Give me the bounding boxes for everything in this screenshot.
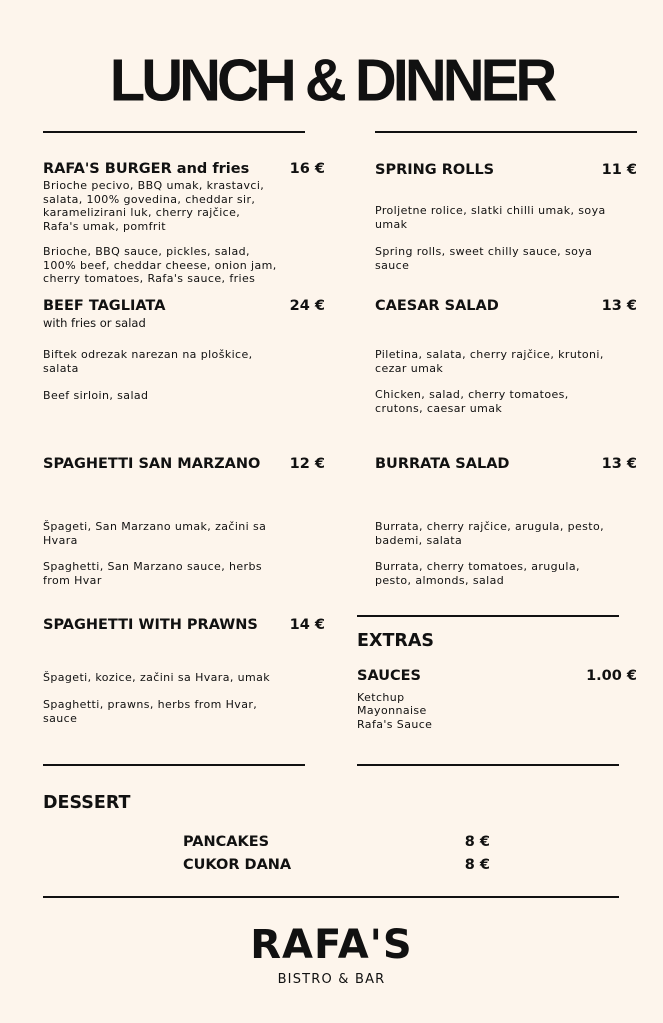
dessert-item-price: 8 € bbox=[464, 834, 490, 850]
item-description-en: Spaghetti, prawns, herbs from Hvar, sauce bbox=[43, 698, 258, 725]
item-price: 12 € bbox=[289, 456, 325, 472]
item-description-hr: Burrata, cherry rajčice, arugula, pesto, bademi, salata bbox=[375, 520, 605, 547]
item-name: SPAGHETTI SAN MARZANO bbox=[43, 456, 261, 472]
item-description-hr: Špageti, kozice, začini sa Hvara, umak bbox=[43, 671, 271, 684]
extras-heading: EXTRAS bbox=[357, 631, 435, 651]
dessert-item-name: PANCAKES bbox=[183, 834, 270, 850]
brand-tagline: BISTRO & BAR bbox=[277, 972, 386, 987]
brand-logo: RAFA'S bbox=[250, 922, 413, 968]
item-description-hr: Piletina, salata, cherry rajčice, krutoni, cezar umak bbox=[375, 348, 604, 375]
item-description-en: Chicken, salad, cherry tomatoes, crutons, caesar umak bbox=[375, 388, 569, 415]
item-description-en: Beef sirloin, salad bbox=[43, 389, 149, 402]
item-description-en: Spring rolls, sweet chilly sauce, soya sauce bbox=[375, 245, 593, 272]
item-description-hr: Špageti, San Marzano umak, začini sa Hvara bbox=[43, 520, 267, 547]
sauce-item: Ketchup bbox=[357, 691, 405, 704]
sauce-item: Mayonnaise bbox=[357, 704, 427, 717]
divider-footer bbox=[43, 896, 619, 898]
item-subtitle: with fries or salad bbox=[43, 316, 146, 330]
divider-top-right bbox=[375, 131, 637, 133]
item-description-en: Brioche, BBQ sauce, pickles, salad, 100% beef, cheddar cheese, onion jam, cherry tomatoes, Rafa's sauce, fries bbox=[43, 245, 277, 285]
sauces-price: 1.00 € bbox=[586, 668, 637, 684]
item-name: SPAGHETTI WITH PRAWNS bbox=[43, 617, 258, 633]
item-price: 14 € bbox=[289, 617, 325, 633]
sauce-item: Rafa's Sauce bbox=[357, 718, 433, 731]
item-price: 16 € bbox=[289, 161, 325, 177]
item-description-en: Burrata, cherry tomatoes, arugula, pesto, almonds, salad bbox=[375, 560, 580, 587]
divider-bottom-left bbox=[43, 764, 305, 766]
item-price: 11 € bbox=[601, 162, 637, 178]
divider-bottom-right bbox=[357, 764, 619, 766]
item-name: RAFA'S BURGER and fries bbox=[43, 161, 250, 177]
item-description-hr: Proljetne rolice, slatki chilli umak, soya umak bbox=[375, 204, 606, 231]
item-description-en: Spaghetti, San Marzano sauce, herbs from Hvar bbox=[43, 560, 262, 587]
item-price: 24 € bbox=[289, 298, 325, 314]
page-title: LUNCH & DINNER bbox=[109, 47, 554, 114]
item-price: 13 € bbox=[601, 456, 637, 472]
item-name: CAESAR SALAD bbox=[375, 298, 499, 314]
item-name: BEEF TAGLIATA bbox=[43, 298, 166, 314]
sauces-name: SAUCES bbox=[357, 668, 421, 684]
divider-extras bbox=[357, 615, 619, 617]
item-name: BURRATA SALAD bbox=[375, 456, 510, 472]
item-description-hr: Brioche pecivo, BBQ umak, krastavci, salata, 100% govedina, cheddar sir, karamelizirani luk, cherry rajčice, Rafa's umak, pomfrit bbox=[43, 179, 265, 233]
dessert-heading: DESSERT bbox=[43, 793, 131, 813]
divider-top-left bbox=[43, 131, 305, 133]
item-price: 13 € bbox=[601, 298, 637, 314]
dessert-item-name: CUKOR DANA bbox=[183, 857, 292, 873]
item-description-hr: Biftek odrezak narezan na ploškice, salata bbox=[43, 348, 253, 375]
dessert-item-price: 8 € bbox=[464, 857, 490, 873]
item-name: SPRING ROLLS bbox=[375, 162, 495, 178]
